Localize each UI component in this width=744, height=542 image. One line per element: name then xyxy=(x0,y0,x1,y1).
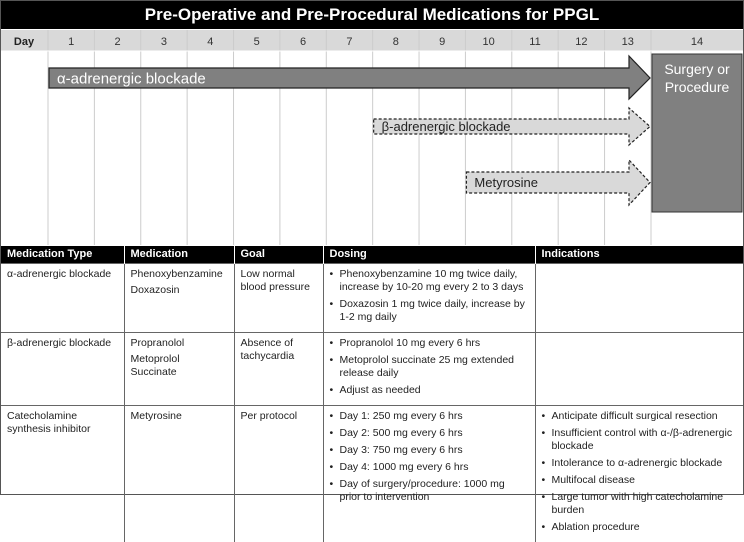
arrow-label-1: β-adrenergic blockade xyxy=(381,119,511,135)
header-goal: Goal xyxy=(234,246,323,263)
dosing-item: • Propranolol 10 mg every 6 hrs xyxy=(330,337,529,350)
day-number: 1 xyxy=(68,36,75,48)
cell-indications xyxy=(535,263,743,332)
indication-item: • Large tumor with high catecholamine burden xyxy=(542,491,738,517)
day-number: 2 xyxy=(114,36,121,48)
cell-goal: Absence of tachycardia xyxy=(234,332,323,405)
figure-title: Pre-Operative and Pre-Procedural Medications for PPGL xyxy=(1,1,743,29)
day-number: 4 xyxy=(207,36,214,48)
day-number: 10 xyxy=(482,36,495,48)
cell-medication xyxy=(124,263,234,332)
cell-dosing xyxy=(323,332,535,405)
arrow-label-2: Metyrosine xyxy=(474,175,538,191)
table-row xyxy=(1,263,743,332)
day-number: 14 xyxy=(690,36,704,48)
surgery-label-line2: Procedure xyxy=(664,79,730,95)
cell-type: α-adrenergic blockade xyxy=(1,263,124,332)
surgery-box xyxy=(652,54,742,212)
indication-item: • Insufficient control with α-/β-adrenergic blockade xyxy=(542,427,738,453)
day-number: 12 xyxy=(575,36,588,48)
medication-name: Phenoxybenzamine xyxy=(130,267,223,280)
cell-goal: Per protocol xyxy=(234,405,323,542)
arrow-label-0: α-adrenergic blockade xyxy=(57,70,206,88)
header-medication-type: Medication Type xyxy=(1,246,124,263)
dosing-item: • Day 4: 1000 mg every 6 hrs xyxy=(330,461,529,474)
day-number: 9 xyxy=(439,36,446,48)
day-number: 5 xyxy=(253,36,260,48)
indication-item: • Anticipate difficult surgical resection xyxy=(542,410,738,423)
dosing-item: • Day 2: 500 mg every 6 hrs xyxy=(330,427,529,440)
header-medication: Medication xyxy=(124,246,234,263)
cell-medication xyxy=(124,332,234,405)
medication-name: Propranolol xyxy=(130,336,185,349)
indication-item: • Ablation procedure xyxy=(542,521,738,534)
day-number: 13 xyxy=(621,36,634,48)
medication-name: Doxazosin xyxy=(130,283,180,296)
day-number: 6 xyxy=(300,36,307,48)
dosing-item: • Day of surgery/procedure: 1000 mg prior to intervention xyxy=(330,478,529,504)
cell-dosing xyxy=(323,405,535,542)
dosing-item: • Metoprolol succinate 25 mg extended release daily xyxy=(330,354,529,380)
indication-item: • Multifocal disease xyxy=(542,474,738,487)
day-number: 11 xyxy=(529,36,541,48)
day-number: 3 xyxy=(160,36,168,48)
day-number: 8 xyxy=(392,36,399,48)
dosing-item: • Doxazosin 1 mg twice daily, increase by 1-2 mg daily xyxy=(330,298,529,324)
header-indications: Indications xyxy=(535,246,743,263)
cell-type: Catecholamine synthesis inhibitor xyxy=(1,405,124,542)
cell-indications xyxy=(535,332,743,405)
medication-name: Metoprolol Succinate xyxy=(130,352,180,378)
cell-indications xyxy=(535,405,743,542)
dosing-item: • Phenoxybenzamine 10 mg twice daily, increase by 10-20 mg every 2 to 3 days xyxy=(330,268,529,294)
cell-goal: Low normal blood pressure xyxy=(234,263,323,332)
timeline-chart xyxy=(1,29,743,245)
dosing-item: • Day 3: 750 mg every 6 hrs xyxy=(330,444,529,457)
dosing-item: • Adjust as needed xyxy=(330,384,529,397)
cell-medication xyxy=(124,405,234,542)
dosing-item: • Day 1: 250 mg every 6 hrs xyxy=(330,410,529,423)
medication-name: Metyrosine xyxy=(130,409,182,422)
table-row xyxy=(1,405,743,542)
cell-type: β-adrenergic blockade xyxy=(1,332,124,405)
table-row xyxy=(1,332,743,405)
day-label: Day xyxy=(13,36,35,48)
table-header-row xyxy=(1,246,743,263)
day-number: 7 xyxy=(346,36,353,48)
cell-dosing xyxy=(323,263,535,332)
indication-item: • Intolerance to α-adrenergic blockade xyxy=(542,457,738,470)
surgery-label-line1: Surgery or xyxy=(664,61,730,77)
medication-table xyxy=(1,246,743,542)
header-dosing: Dosing xyxy=(323,246,535,263)
